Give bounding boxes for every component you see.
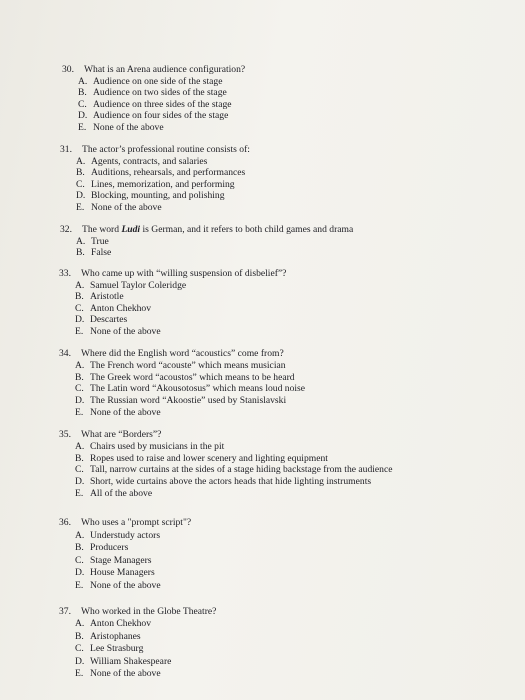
option-text: True (91, 235, 109, 247)
question-35 (59, 429, 393, 500)
option-text: None of the above (91, 201, 162, 213)
question-number: 34. (59, 348, 71, 359)
answer-option-b (75, 453, 393, 465)
answer-option-c (78, 99, 245, 111)
question-header (59, 268, 286, 280)
option-letter: A. (75, 279, 85, 291)
option-text: None of the above (90, 579, 161, 591)
option-text: Audience on two sides of the stage (93, 87, 227, 99)
option-text: Stage Managers (90, 554, 152, 566)
option-text: Tall, narrow curtains at the sides of a stage hiding backstage from the audience (90, 464, 393, 476)
question-31 (60, 144, 250, 214)
answer-option-a (75, 530, 191, 543)
option-letter: B. (76, 167, 85, 179)
answer-option-d (78, 110, 245, 122)
option-letter: A. (75, 529, 85, 541)
option-letter: B. (75, 542, 84, 554)
option-letter: C. (75, 643, 84, 655)
answer-option-d (76, 190, 250, 202)
option-letter: D. (75, 395, 85, 407)
answer-option-e (75, 668, 216, 680)
answer-option-e (78, 122, 245, 134)
question-text-before: The word (82, 224, 122, 235)
option-letter: E. (75, 406, 84, 418)
answer-options (76, 156, 250, 214)
answer-option-d (75, 656, 216, 668)
question-32 (60, 224, 353, 259)
option-text: None of the above (90, 406, 161, 418)
option-letter: C. (76, 178, 85, 190)
option-letter: B. (75, 630, 84, 642)
option-letter: D. (75, 314, 85, 326)
answer-option-c (76, 179, 250, 191)
option-letter: C. (78, 98, 87, 110)
question-header (60, 144, 250, 156)
option-letter: B. (75, 371, 84, 383)
option-text: The Russian word “Akoostie” used by Stanislavski (90, 395, 287, 407)
answer-option-a (75, 441, 393, 453)
option-letter: A. (76, 235, 86, 247)
option-text: House Managers (90, 567, 155, 579)
answer-option-b (76, 247, 353, 259)
answer-options (75, 618, 216, 680)
option-text: Blocking, mounting, and polishing (91, 190, 225, 202)
option-text: None of the above (93, 121, 164, 133)
option-text: Anton Chekhov (90, 302, 152, 314)
question-text: What are “Borders”? (81, 429, 162, 440)
answer-option-a (75, 618, 216, 630)
answer-option-d (75, 314, 286, 326)
question-text (82, 224, 353, 236)
question-number: 30. (62, 64, 74, 75)
answer-option-c (75, 303, 286, 315)
answer-option-d (75, 476, 393, 488)
option-letter: B. (75, 452, 84, 464)
option-letter: A. (75, 359, 85, 371)
answer-option-d (75, 567, 191, 580)
answer-option-e (75, 580, 191, 593)
option-letter: E. (75, 487, 84, 499)
answer-option-e (75, 326, 286, 338)
option-letter: D. (76, 190, 86, 202)
option-text: None of the above (90, 325, 161, 337)
option-letter: D. (75, 476, 85, 488)
option-text: Aristotle (90, 291, 124, 303)
option-letter: B. (75, 291, 84, 303)
option-letter: B. (76, 247, 85, 259)
option-text: Short, wide curtains above the actors heads that hide lighting instruments (90, 476, 372, 488)
option-letter: D. (78, 110, 88, 122)
option-text: Ropes used to raise and lower scenery and lighting equipment (90, 452, 328, 464)
answer-options (75, 530, 191, 593)
option-letter: C. (75, 554, 84, 566)
answer-option-b (76, 167, 250, 179)
answer-option-d (75, 395, 305, 407)
answer-option-b (75, 631, 216, 643)
question-header (60, 224, 353, 236)
option-letter: A. (75, 440, 85, 452)
option-text: Auditions, rehearsals, and performances (91, 167, 246, 179)
option-text: Aristophanes (90, 630, 141, 642)
option-text: None of the above (90, 668, 161, 680)
option-text: The French word “acouste” which means musician (90, 359, 286, 371)
answer-options (78, 76, 245, 134)
answer-option-b (75, 542, 191, 555)
option-text: William Shakespeare (90, 655, 172, 667)
option-letter: D. (75, 655, 85, 667)
question-text: Who uses a "prompt script"? (81, 517, 192, 528)
question-text: Where did the English word “acoustics” come from? (81, 348, 284, 359)
option-text: Descartes (90, 314, 128, 326)
question-text: What is an Arena audience configuration? (84, 64, 246, 75)
answer-options (75, 441, 393, 500)
answer-option-c (75, 555, 191, 568)
question-33 (59, 268, 286, 338)
option-letter: E. (75, 668, 84, 680)
option-letter: E. (76, 201, 85, 213)
option-letter: C. (75, 464, 84, 476)
question-text-after: is German, and it refers to both child games and drama (140, 224, 354, 235)
option-letter: C. (75, 383, 84, 395)
question-text: Who came up with “willing suspension of disbelief”? (81, 268, 287, 279)
answer-option-a (78, 76, 245, 88)
option-text: The Latin word “Akousotosus” which means loud noise (90, 383, 306, 395)
answer-option-a (75, 280, 286, 292)
question-header (59, 517, 191, 530)
question-30 (62, 64, 245, 134)
answer-option-a (76, 156, 250, 168)
question-number: 36. (59, 517, 71, 528)
option-letter: C. (75, 302, 84, 314)
option-letter: A. (76, 155, 86, 167)
option-text: Producers (90, 542, 129, 554)
option-letter: A. (75, 618, 85, 630)
question-34 (59, 348, 305, 419)
question-number: 37. (59, 606, 71, 617)
question-37 (59, 606, 216, 680)
question-number: 35. (59, 429, 71, 440)
answer-option-e (75, 407, 305, 419)
answer-option-b (75, 372, 305, 384)
question-header (59, 348, 305, 360)
option-text: Samuel Taylor Coleridge (90, 279, 187, 291)
answer-options (75, 360, 305, 419)
question-text: Who worked in the Globe Theatre? (81, 606, 217, 617)
question-number: 32. (60, 224, 72, 235)
option-text: The Greek word “acoustos” which means to be heard (90, 371, 295, 383)
option-letter: E. (75, 579, 84, 591)
answer-option-e (75, 488, 393, 500)
option-text: False (91, 247, 112, 259)
option-text: Audience on four sides of the stage (93, 110, 229, 122)
question-emphasis: Ludi (121, 224, 141, 235)
answer-option-b (78, 87, 245, 99)
question-text: The actor’s professional routine consists of: (82, 144, 250, 155)
option-text: All of the above (90, 487, 153, 499)
option-text: Anton Chekhov (90, 618, 152, 630)
answer-option-a (76, 236, 353, 248)
option-text: Lines, memorization, and performing (91, 178, 235, 190)
question-number: 31. (60, 144, 72, 155)
option-letter: D. (75, 567, 85, 579)
option-letter: E. (78, 121, 87, 133)
question-header (59, 429, 393, 441)
option-text: Audience on one side of the stage (93, 75, 223, 87)
question-header (62, 64, 245, 76)
option-text: Chairs used by musicians in the pit (90, 440, 225, 452)
option-text: Understudy actors (90, 529, 161, 541)
option-letter: E. (75, 325, 84, 337)
option-text: Lee Strasburg (90, 643, 144, 655)
answer-option-e (76, 202, 250, 214)
answer-option-c (75, 643, 216, 655)
answer-option-c (75, 383, 305, 395)
question-number: 33. (59, 268, 71, 279)
answer-options (75, 280, 286, 338)
answer-option-c (75, 464, 393, 476)
answer-option-b (75, 291, 286, 303)
option-letter: A. (78, 75, 88, 87)
option-text: Audience on three sides of the stage (93, 98, 232, 110)
question-36 (59, 517, 191, 593)
answer-option-a (75, 360, 305, 372)
answer-options (76, 236, 353, 259)
question-header (59, 606, 216, 618)
option-text: Agents, contracts, and salaries (91, 155, 208, 167)
option-letter: B. (78, 87, 87, 99)
